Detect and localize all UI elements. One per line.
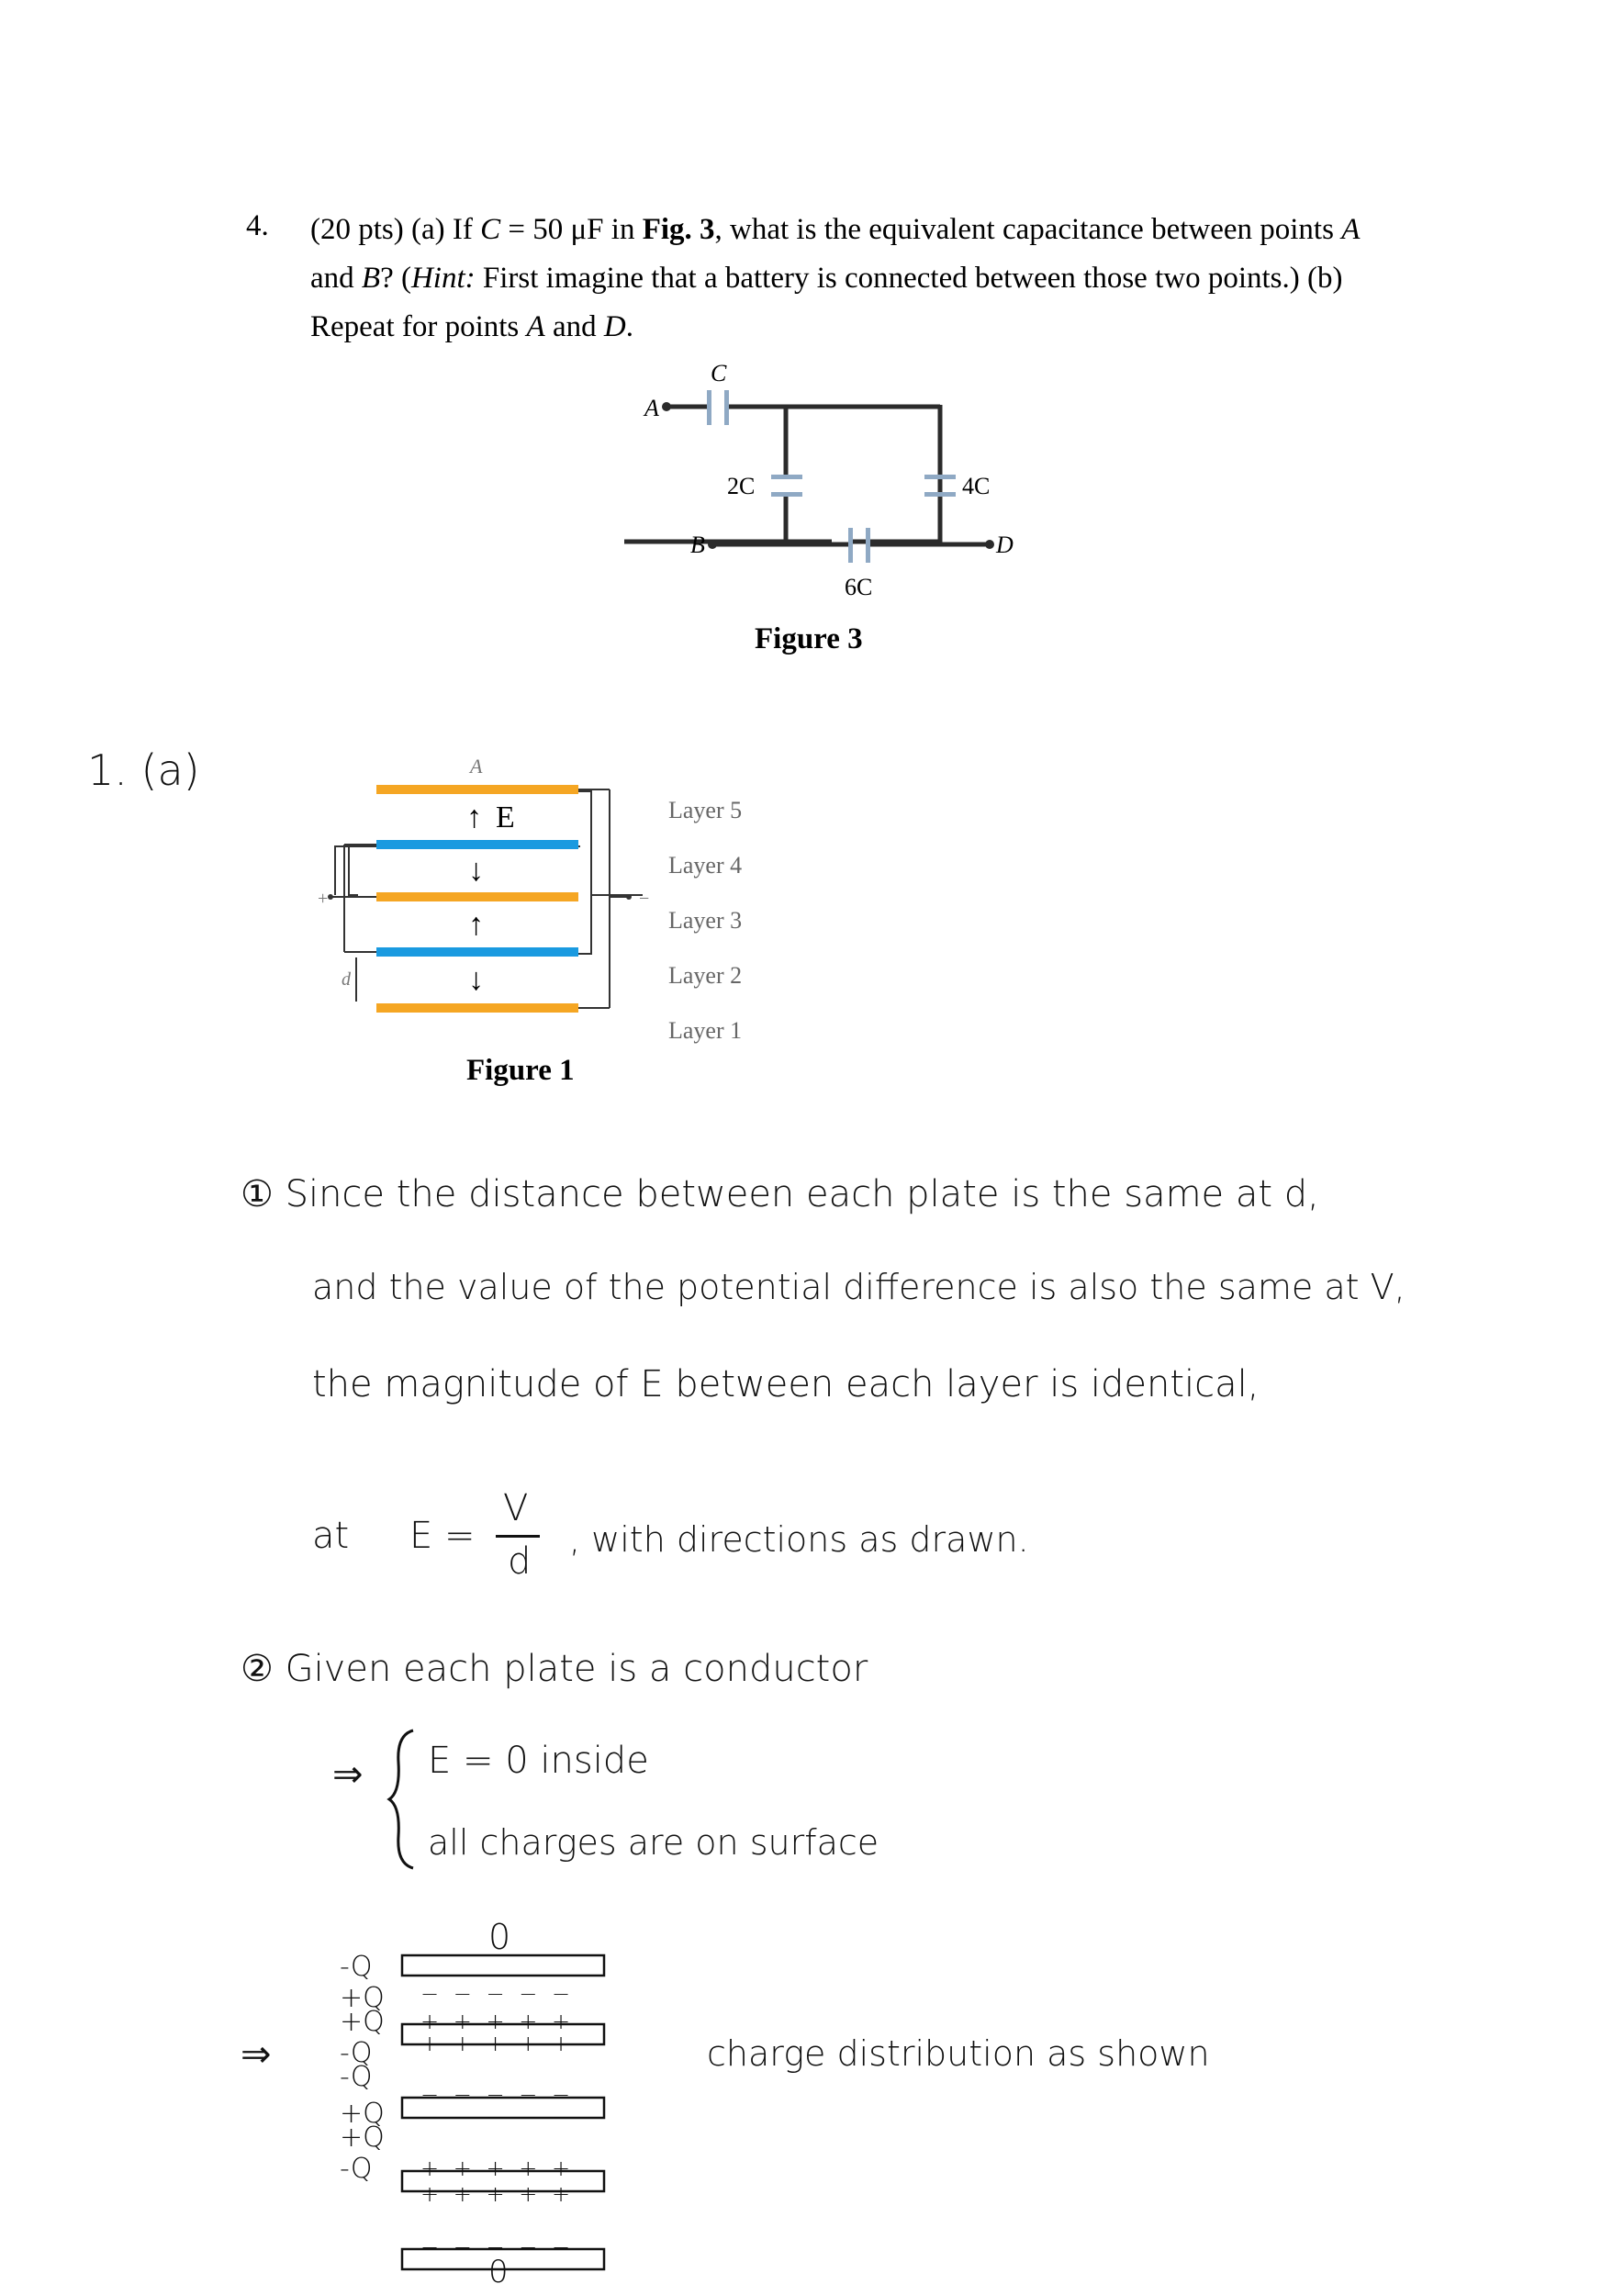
node-b xyxy=(708,540,717,549)
layer3-plate xyxy=(376,892,578,901)
field-up-arrow-2: ↑ xyxy=(468,908,484,942)
equation-lhs: E = xyxy=(409,1515,476,1557)
brace-line-2: all charges are on surface xyxy=(428,1822,879,1863)
field-down-arrow-2: ↓ xyxy=(468,963,484,997)
hand-at: at xyxy=(312,1515,350,1557)
hand-line-4-rest: , with directions as drawn. xyxy=(569,1519,1029,1560)
hand-line-1: ① Since the distance between each plate is the same at d, xyxy=(241,1173,1319,1215)
point-b-ref: B xyxy=(361,262,381,295)
label-d: D xyxy=(996,532,1014,558)
layer-label: Layer 3 xyxy=(668,907,743,934)
point-a-ref-2: A xyxy=(526,310,545,343)
brace-line-1: E = 0 inside xyxy=(428,1740,649,1782)
plate-signs: + + + + + xyxy=(420,2155,575,2181)
end-punct: . xyxy=(625,310,633,343)
fraction-bar xyxy=(496,1535,540,1538)
charge-label: -Q xyxy=(340,1951,373,1983)
capacitor-top xyxy=(707,390,729,425)
plate-signs: − − − − − xyxy=(420,2082,575,2108)
node-d xyxy=(985,540,994,549)
hint-text: First imagine that a battery is connected between those two points.) (b) Repeat for points xyxy=(310,262,1343,343)
circuit-wires xyxy=(624,405,940,542)
charge-label: +Q xyxy=(340,2098,385,2130)
plate-signs: − − − − − xyxy=(420,2104,575,2130)
label-cap-6c: 6C xyxy=(845,574,873,600)
field-label: E xyxy=(496,800,515,834)
curly-brace xyxy=(386,1726,422,1873)
d-label: d xyxy=(342,969,351,990)
charge-note: charge distribution as shown xyxy=(707,2033,1210,2074)
layer2-plate xyxy=(376,947,578,957)
layer-label: Layer 1 xyxy=(668,1017,743,1044)
hand-line-3: the magnitude of E between each layer is identical, xyxy=(312,1363,1260,1405)
implies-symbol-1: ⇒ xyxy=(332,1753,364,1796)
plate-signs: − − − − − xyxy=(420,2234,575,2260)
and-text-2: and xyxy=(544,310,604,343)
layer1-plate xyxy=(376,1003,578,1013)
and-text: and xyxy=(310,262,362,295)
capacitor-6c xyxy=(848,528,870,563)
node-a xyxy=(662,402,671,411)
plate-1 xyxy=(402,1955,604,1976)
part-a-label: (a) If xyxy=(411,213,473,246)
plate-signs: + + + + + xyxy=(420,2009,575,2034)
figure3-caption: Figure 3 xyxy=(755,622,863,655)
layer-label: Layer 4 xyxy=(668,852,743,879)
hand-line-2: and the value of the potential difference is also the same at V, xyxy=(312,1267,1406,1307)
label-cap-4c: 4C xyxy=(962,473,991,499)
figure1-wires xyxy=(335,791,643,954)
hint-open: ? ( xyxy=(380,262,411,295)
point-d-ref: D xyxy=(603,310,626,343)
charge-label: -Q xyxy=(340,2061,373,2093)
equation-numerator: V xyxy=(503,1487,529,1529)
field-up-arrow-1: ↑ xyxy=(466,800,482,834)
question-text: , what is the equivalent capacitance between points xyxy=(714,213,1342,246)
figure-reference: Fig. 3 xyxy=(642,213,715,246)
charge-label: -Q xyxy=(340,2037,373,2069)
plate-sign-rows xyxy=(420,1983,574,2258)
layer-label: Layer 5 xyxy=(668,797,743,823)
figure1-top-label: A xyxy=(470,755,483,778)
charge-label: +Q xyxy=(340,2006,385,2038)
charge-labels xyxy=(340,1951,385,2187)
layer-labels xyxy=(668,783,742,1058)
capacitance-value: = 50 μF in xyxy=(500,213,643,246)
charge-label: +Q xyxy=(340,2121,385,2154)
charge-label: +Q xyxy=(340,1982,385,2014)
section-label: 1. (a) xyxy=(87,745,200,795)
equation-denominator: d xyxy=(508,1540,532,1583)
problem-statement xyxy=(310,206,1384,352)
label-b: B xyxy=(690,532,705,558)
problem-number: 4. xyxy=(246,209,269,242)
minus-terminal: − xyxy=(639,889,650,909)
plus-terminal: + xyxy=(318,889,329,909)
plate-signs: + + + + + xyxy=(420,2181,575,2207)
plate-signs: − − − − − xyxy=(420,1981,575,2007)
layer4-plate xyxy=(376,840,578,849)
point-a-ref: A xyxy=(1341,213,1361,246)
plate-signs: + + + + + xyxy=(420,2031,575,2056)
field-down-arrow-1: ↓ xyxy=(468,854,484,888)
layer5-plate xyxy=(376,785,578,794)
label-cap-2c: 2C xyxy=(727,473,756,499)
capacitor-2c xyxy=(771,475,802,497)
hand-line-5: ② Given each plate is a conductor xyxy=(241,1648,868,1690)
figure3-circuit xyxy=(624,358,1047,624)
var-c: C xyxy=(480,213,501,246)
figure1-caption: Figure 1 xyxy=(466,1054,575,1087)
label-cap-c: C xyxy=(711,360,727,386)
hint-label: Hint: xyxy=(410,262,476,295)
zero-top: 0 xyxy=(488,1917,511,1957)
charge-label: -Q xyxy=(340,2153,373,2185)
layer-label: Layer 2 xyxy=(668,962,743,989)
zero-bottom: 0 xyxy=(488,2254,509,2290)
label-a: A xyxy=(644,395,659,421)
implies-symbol-2: ⇒ xyxy=(241,2033,272,2076)
points-label: (20 pts) xyxy=(310,213,404,246)
